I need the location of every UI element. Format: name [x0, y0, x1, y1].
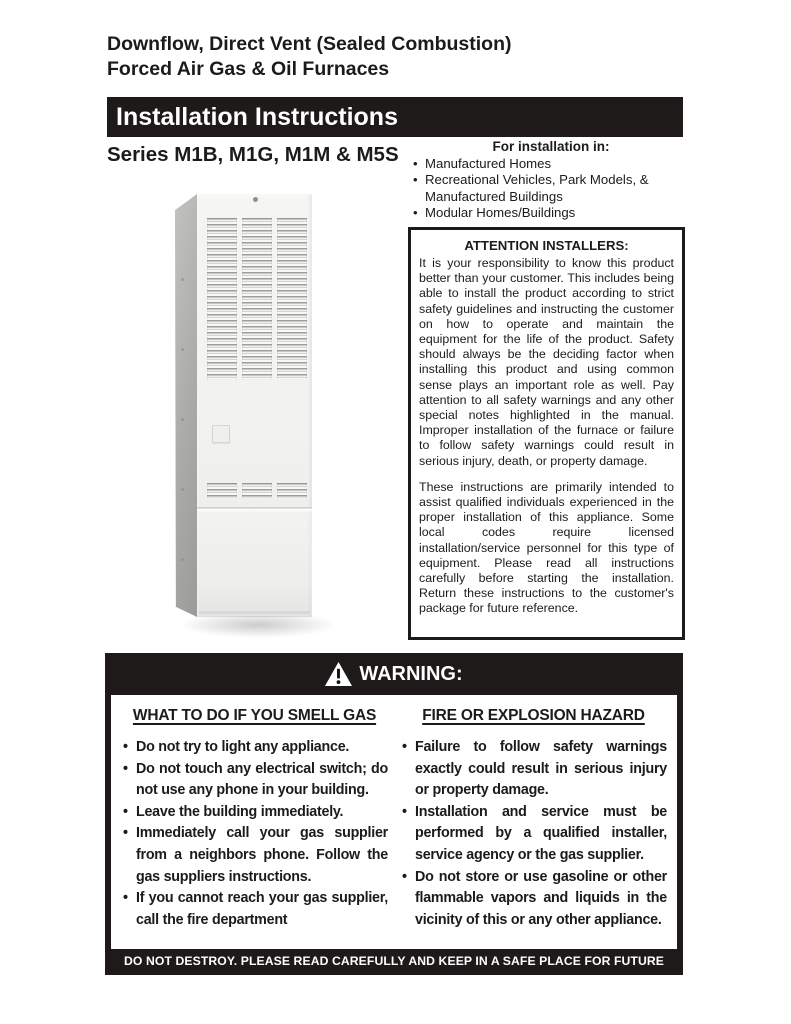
- document-title-line2: Forced Air Gas & Oil Furnaces: [107, 57, 390, 80]
- fire-hazard-heading: FIRE OR EXPLOSION HAZARD: [422, 707, 645, 724]
- furnace-side-rivet: [181, 418, 184, 421]
- attention-installers-title: ATTENTION INSTALLERS:: [464, 238, 629, 253]
- furnace-lower-door: [197, 509, 312, 617]
- list-item: • Do not touch any electrical switch; do not use any phone in your building.: [121, 759, 388, 802]
- furnace-front-panel: [197, 194, 312, 617]
- for-installation-in-block: [408, 139, 684, 222]
- list-item: • If you cannot reach your gas supplier, call the fire department: [121, 888, 388, 931]
- for-installation-in-heading: For installation in:: [492, 139, 610, 154]
- furnace-lower-vent: [242, 483, 272, 498]
- list-item: • Recreational Vehicles, Park Models, & Manufactured Buildings: [408, 172, 684, 205]
- furnace-upper-vent: [277, 218, 307, 380]
- furnace-side-rivet: [181, 278, 184, 281]
- furnace-side-panel: [175, 194, 197, 617]
- for-installation-in-list: [408, 156, 684, 222]
- document-title: [107, 32, 511, 81]
- furnace-floor-shadow: [178, 616, 338, 638]
- warning-triangle-icon: [325, 662, 352, 686]
- list-item: • Do not try to light any appliance.: [121, 737, 388, 759]
- smell-gas-list: [121, 737, 388, 931]
- furnace-base-trim: [199, 611, 310, 614]
- smell-gas-heading: WHAT TO DO IF YOU SMELL GAS: [132, 707, 377, 724]
- fire-hazard-column: [400, 701, 667, 943]
- list-item: • Modular Homes/Buildings: [408, 205, 684, 221]
- attention-paragraph-1: It is your responsibility to know this product better than your customer. This includes being able to install the product according to strict safety guidelines and instructing the customer on how to operate and maintain the equipment for the life of the product. Safety should always be the deciding factor when installing this product and using common sense plays an important role as well. Pay attention to all safety warnings and any other special notes highlighted in the manual. Improper installation of the furnace or failure to follow safety warnings could result in serious injury, death, or property damage.: [419, 256, 674, 468]
- warning-body: [111, 695, 677, 949]
- furnace-side-rivet: [181, 558, 184, 561]
- attention-paragraph-2: These instructions are primarily intended to assist qualified individuals experienced in the proper installation of this appliance. Some local codes require licensed installation/service personnel for this type of equipment. Please read all instructions carefully before starting the installation. Return these instructions to the customer's package for future reference.: [419, 479, 674, 616]
- list-item: • Leave the building immediately.: [121, 802, 388, 824]
- attention-installers-box: [408, 227, 685, 640]
- list-item: • Installation and service must be performed by a qualified installer, service agency or the gas supplier.: [400, 802, 667, 867]
- warning-banner-label: WARNING:: [359, 662, 463, 685]
- list-item: • Immediately call your gas supplier from a neighbors phone. Follow the gas suppliers instructions.: [121, 823, 388, 888]
- furnace-lower-vent: [277, 483, 307, 498]
- furnace-lower-vent: [207, 483, 237, 498]
- smell-gas-column: [121, 701, 388, 943]
- list-item: • Failure to follow safety warnings exactly could result in serious injury or property damage.: [400, 737, 667, 802]
- do-not-destroy-strip: DO NOT DESTROY. PLEASE READ CAREFULLY AND KEEP IN A SAFE PLACE FOR FUTURE REFERENCE.: [124, 954, 664, 993]
- list-item: • Manufactured Homes: [408, 156, 684, 172]
- furnace-product-image: [148, 188, 394, 674]
- furnace-side-rivet: [181, 348, 184, 351]
- document-title-line1: Downflow, Direct Vent (Sealed Combustion): [107, 33, 512, 55]
- furnace-upper-vent: [242, 218, 272, 380]
- list-item: • Do not store or use gasoline or other flammable vapors and liquids in the vicinity of this or any other appliance.: [400, 867, 667, 932]
- furnace-screw: [253, 197, 258, 202]
- furnace-upper-vent: [207, 218, 237, 380]
- warning-banner: [105, 653, 683, 695]
- series-title: Series M1B, M1G, M1M & M5S: [107, 143, 399, 166]
- furnace-side-rivet: [181, 488, 184, 491]
- furnace-rating-label: [212, 425, 230, 443]
- installation-instructions-banner: Installation Instructions: [107, 97, 683, 137]
- fire-hazard-list: [400, 737, 667, 931]
- warning-section: [105, 653, 683, 993]
